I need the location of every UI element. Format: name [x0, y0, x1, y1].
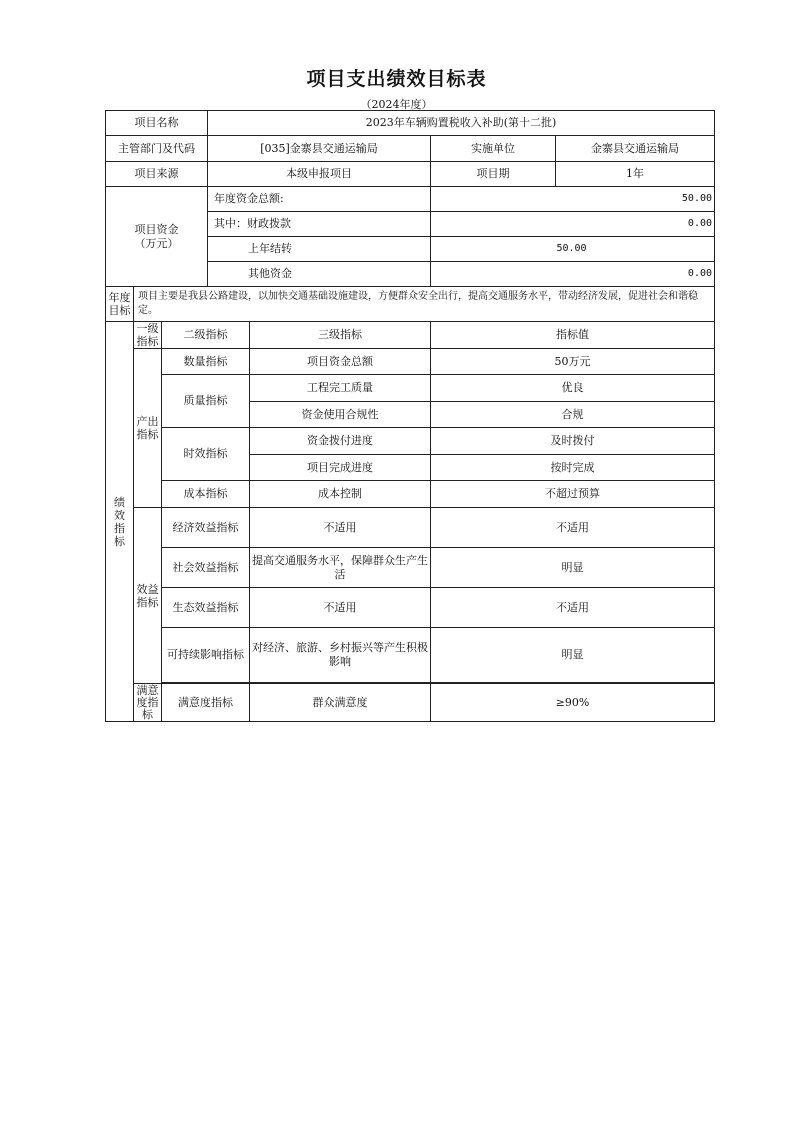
value-cell: 明显 [431, 548, 715, 588]
project-name-value: 2023年车辆购置税收入补助(第十二批) [208, 111, 715, 136]
project-name-label: 项目名称 [106, 111, 208, 136]
performance-table [105, 110, 715, 722]
level3-cell: 工程完工质量 [250, 375, 431, 402]
level2-cell: 满意度指标 [162, 684, 250, 722]
dept-value: [035]金寨县交通运输局 [208, 136, 431, 162]
level2-cell: 生态效益指标 [162, 588, 250, 628]
period-value: 1年 [556, 162, 715, 187]
value-cell: 合规 [431, 402, 715, 428]
level3-cell: 不适用 [250, 588, 431, 628]
level2-header: 二级指标 [162, 322, 250, 349]
funds-other-label: 其他资金 [208, 262, 431, 287]
level2-cell: 社会效益指标 [162, 548, 250, 588]
level3-cell: 提高交通服务水平，保障群众生产生活 [250, 548, 431, 588]
level1-header: 一级 指标 [134, 322, 162, 349]
impl-unit-label: 实施单位 [431, 136, 556, 162]
level3-cell: 群众满意度 [250, 684, 431, 722]
level3-header: 三级指标 [250, 322, 431, 349]
funds-total-label: 年度资金总额: [208, 187, 431, 212]
dept-label: 主管部门及代码 [106, 136, 208, 162]
value-header: 指标值 [431, 322, 715, 349]
output-label: 产出 指标 [134, 349, 162, 508]
level2-cell: 成本指标 [162, 481, 250, 508]
level2-cell: 可持续影响指标 [162, 628, 250, 683]
value-cell: ≥90% [431, 684, 715, 722]
year-subtitle: （2024年度） [360, 98, 433, 111]
level3-cell: 成本控制 [250, 481, 431, 508]
impl-unit-value: 金寨县交通运输局 [556, 136, 715, 162]
value-cell: 不超过预算 [431, 481, 715, 508]
value-cell: 及时拨付 [431, 428, 715, 455]
value-cell: 不适用 [431, 508, 715, 548]
level3-cell: 资金拨付进度 [250, 428, 431, 455]
level3-cell: 不适用 [250, 508, 431, 548]
source-label: 项目来源 [106, 162, 208, 187]
value-cell: 优良 [431, 375, 715, 402]
value-cell: 不适用 [431, 588, 715, 628]
satisfaction-label: 满意 度指 标 [134, 684, 162, 722]
level3-cell: 对经济、旅游、乡村振兴等产生积极影响 [250, 628, 431, 683]
annual-goal-text: 项目主要是我县公路建设，以加快交通基础设施建设，方便群众安全出行，提高交通服务水平，带动经济发展，促进社会和谐稳定。 [134, 287, 715, 322]
funds-carryover-label: 上年结转 [208, 237, 431, 262]
funds-total-value: 50.00 [431, 187, 715, 212]
level2-cell: 经济效益指标 [162, 508, 250, 548]
perf-label: 绩 效 指 标 [106, 322, 134, 722]
source-value: 本级申报项目 [208, 162, 431, 187]
value-cell: 按时完成 [431, 455, 715, 481]
funds-label: 项目资金 （万元） [106, 187, 208, 287]
level2-cell: 质量指标 [162, 375, 250, 428]
level2-cell: 数量指标 [162, 349, 250, 375]
funds-other-value: 0.00 [431, 262, 715, 287]
funds-fiscal-label: 其中：财政拨款 [208, 212, 431, 237]
annual-goal-label: 年度 目标 [106, 287, 134, 322]
benefit-label: 效益 指标 [134, 508, 162, 684]
value-cell: 50万元 [431, 349, 715, 375]
page-title: 项目支出绩效目标表 [306, 68, 487, 90]
level3-cell: 项目资金总额 [250, 349, 431, 375]
level3-cell: 项目完成进度 [250, 455, 431, 481]
level2-cell: 时效指标 [162, 428, 250, 481]
funds-fiscal-value: 0.00 [431, 212, 715, 237]
period-label: 项目期 [431, 162, 556, 187]
level3-cell: 资金使用合规性 [250, 402, 431, 428]
funds-carryover-value: 50.00 [431, 237, 715, 262]
value-cell: 明显 [431, 628, 715, 683]
